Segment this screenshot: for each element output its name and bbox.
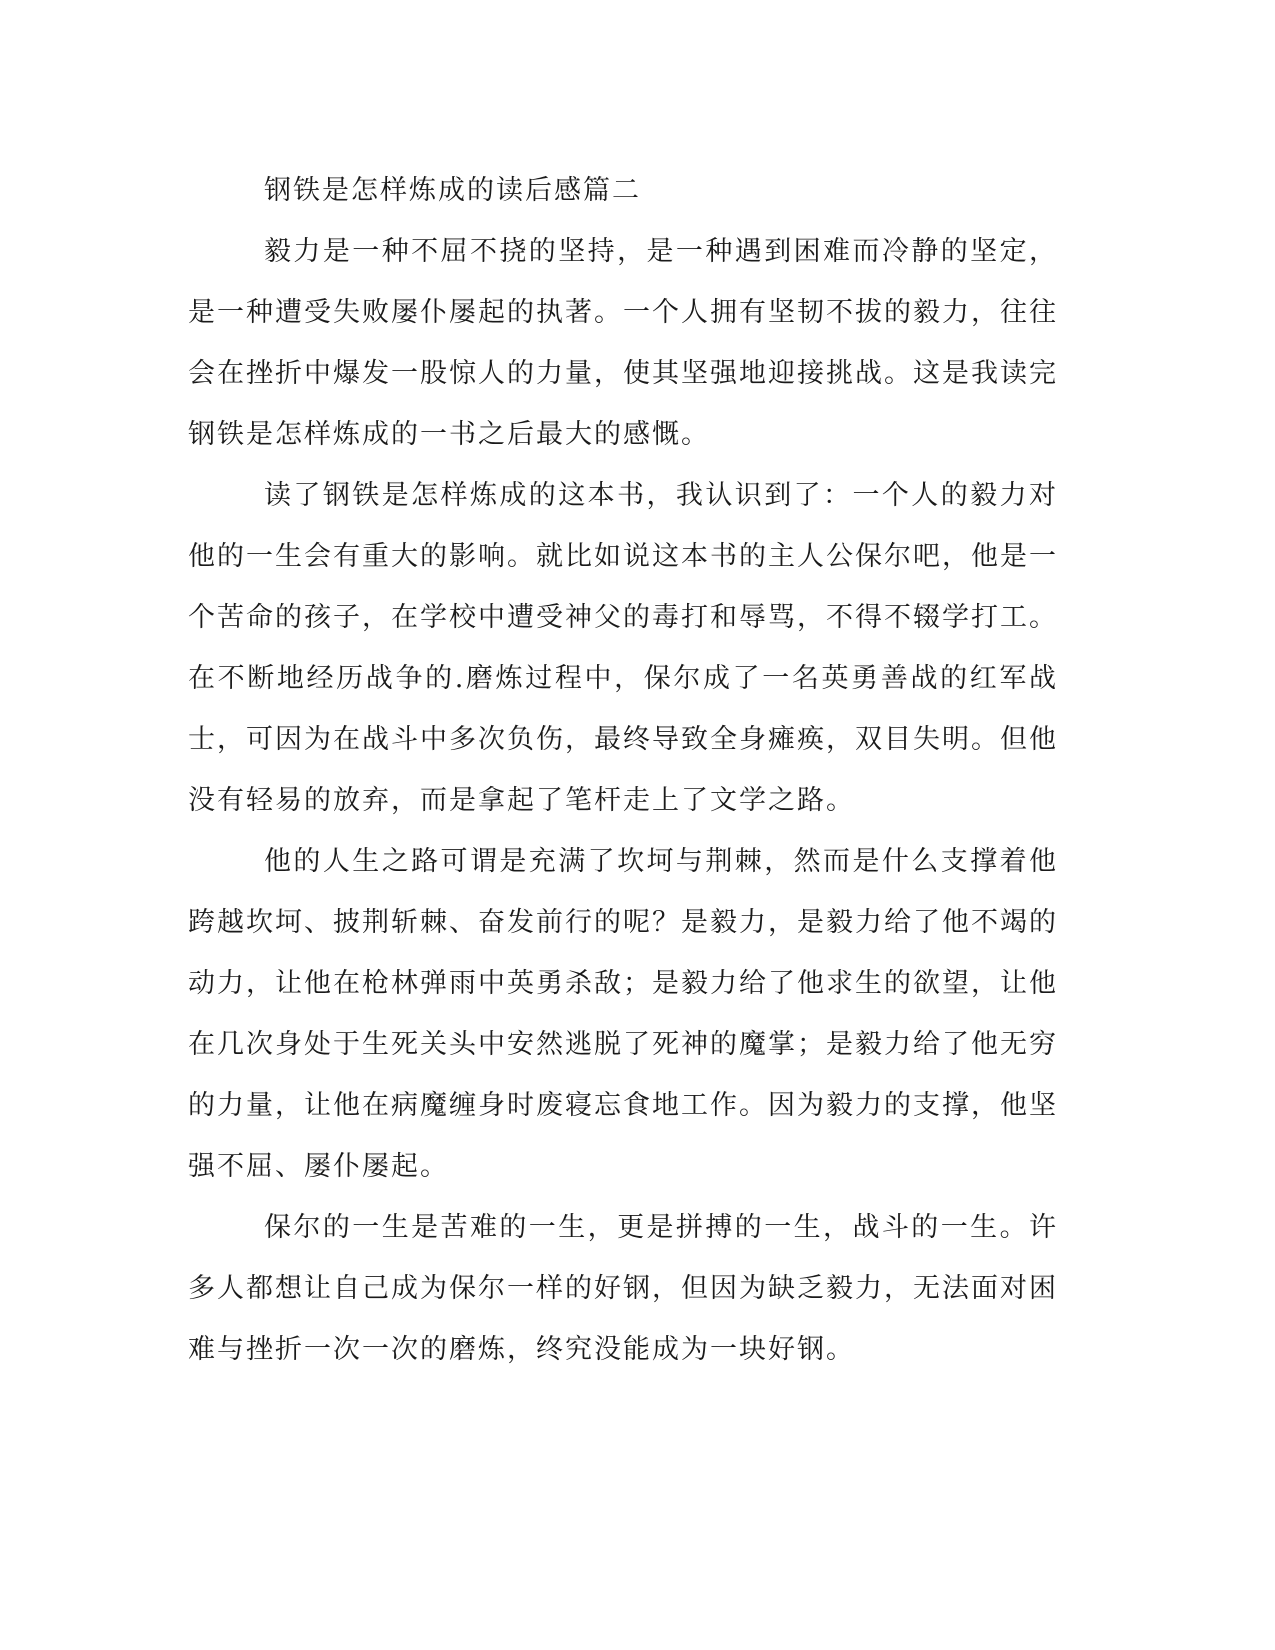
paragraph-2: 读了钢铁是怎样炼成的这本书，我认识到了：一个人的毅力对他的一生会有重大的影响。就比如说这本书的主人公保尔吧，他是一个苦命的孩子，在学校中遭受神父的毒打和辱骂，不得不辍学打工。在不断地经历战争的.磨炼过程中，保尔成了一名英勇善战的红军战士，可因为在战斗中多次负伤，最终导致全身瘫痪，双目失明。但他没有轻易的放弃，而是拿起了笔杆走上了文学之路。 [188, 480, 1058, 816]
paragraph-1: 毅力是一种不屈不挠的坚持，是一种遇到困难而冷静的坚定，是一种遭受失败屡仆屡起的执著。一个人拥有坚韧不拔的毅力，往往会在挫折中爆发一股惊人的力量，使其坚强地迎接挑战。这是我读完钢铁是怎样炼成的一书之后最大的感慨。 [188, 236, 1058, 450]
paragraph-4: 保尔的一生是苦难的一生，更是拼搏的一生，战斗的一生。许多人都想让自己成为保尔一样的好钢，但因为缺乏毅力，无法面对困难与挫折一次一次的磨炼，终究没能成为一块好钢。 [188, 1212, 1058, 1365]
document-title: 钢铁是怎样炼成的读后感篇二 [264, 175, 641, 206]
paragraph-3: 他的人生之路可谓是充满了坎坷与荆棘，然而是什么支撑着他跨越坎坷、披荆斩棘、奋发前行的呢？是毅力，是毅力给了他不竭的动力，让他在枪林弹雨中英勇杀敌；是毅力给了他求生的欲望，让他在几次身处于生死关头中安然逃脱了死神的魔掌；是毅力给了他无穷的力量，让他在病魔缠身时废寝忘食地工作。因为毅力的支撑，他坚强不屈、屡仆屡起。 [188, 846, 1058, 1182]
document-body [188, 160, 1058, 1380]
